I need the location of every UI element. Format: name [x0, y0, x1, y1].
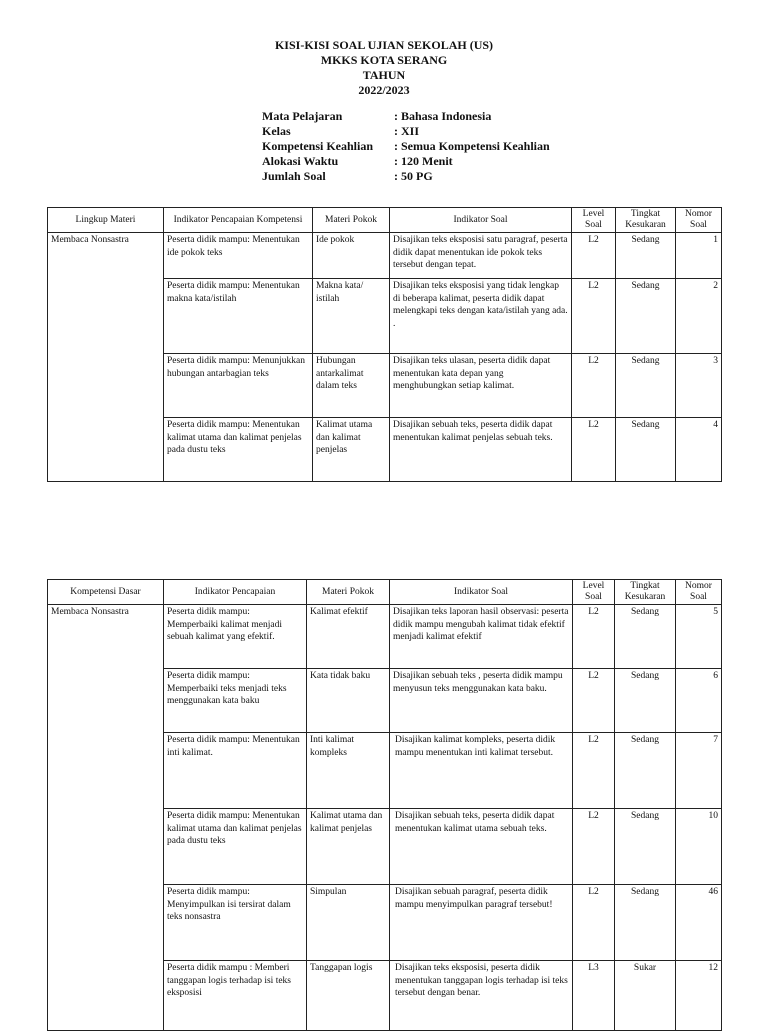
materi-cell: Tanggapan logis — [307, 961, 390, 1031]
level-cell: L2 — [572, 354, 616, 418]
materi-cell: Simpulan — [307, 885, 390, 961]
info-value: : Bahasa Indonesia — [394, 109, 492, 123]
level-cell: L3 — [573, 961, 615, 1031]
nomor-cell: 3 — [676, 354, 722, 418]
indikator-soal-cell: Disajikan sebuah teks , peserta didik mampu menyusun teks menggunakan kata baku. — [390, 669, 573, 733]
level-cell: L2 — [573, 605, 615, 669]
column-header: Level Soal — [573, 580, 615, 605]
column-header: Indikator Pencapaian — [164, 580, 307, 605]
nomor-cell: 6 — [676, 669, 722, 733]
materi-cell: Ide pokok — [313, 233, 390, 279]
tingkat-cell: Sedang — [616, 354, 676, 418]
info-row-alokasi-waktu — [262, 154, 550, 169]
info-row-mata-pelajaran — [262, 109, 550, 124]
column-header: Indikator Soal — [390, 580, 573, 605]
indikator-cell: Peserta didik mampu: Menyimpulkan isi tersirat dalam teks nonsastra — [164, 885, 307, 961]
nomor-cell: 12 — [676, 961, 722, 1031]
column-header: Indikator Soal — [390, 208, 572, 233]
column-header: Indikator Pencapaian Kompetensi — [164, 208, 313, 233]
indikator-cell: Peserta didik mampu: Memperbaiki teks menjadi teks menggunakan kata baku — [164, 669, 307, 733]
scope-cell: Membaca Nonsastra — [48, 605, 164, 1031]
level-cell: L2 — [573, 669, 615, 733]
tingkat-cell: Sedang — [615, 809, 676, 885]
indikator-soal-cell: Disajikan teks eksposisi satu paragraf, peserta didik dapat menentukan ide pokok teks tersebut dengan tepat. — [390, 233, 572, 279]
level-cell: L2 — [572, 233, 616, 279]
indikator-soal-cell: Disajikan sebuah teks, peserta didik dapat menentukan kalimat utama sebuah teks. — [390, 809, 573, 885]
tingkat-cell: Sukar — [615, 961, 676, 1031]
column-header: Kompetensi Dasar — [48, 580, 164, 605]
column-header: Lingkup Materi — [48, 208, 164, 233]
tingkat-cell: Sedang — [616, 418, 676, 482]
tingkat-cell: Sedang — [615, 733, 676, 809]
info-value: : Semua Kompetensi Keahlian — [394, 139, 550, 153]
tingkat-cell: Sedang — [616, 279, 676, 354]
nomor-cell: 4 — [676, 418, 722, 482]
spec-table-2 — [47, 579, 722, 1031]
table-row — [48, 233, 722, 279]
spec-table-1 — [47, 207, 722, 482]
document-title — [0, 38, 768, 98]
materi-cell: Kata tidak baku — [307, 669, 390, 733]
info-value: : XII — [394, 124, 420, 138]
column-header: Nomor Soal — [676, 580, 722, 605]
indikator-soal-cell: Disajikan sebuah paragraf, peserta didik mampu menyimpulkan paragraf tersebut! — [390, 885, 573, 961]
info-label: Kelas — [262, 124, 291, 138]
subject-info — [262, 109, 550, 184]
column-header: Tingkat Kesukaran — [616, 208, 676, 233]
info-label: Kompetensi Keahlian — [262, 139, 374, 153]
level-cell: L2 — [572, 418, 616, 482]
title-line-1: KISI-KISI SOAL UJIAN SEKOLAH (US) — [274, 38, 494, 52]
info-row-kompetensi-keahlian — [262, 139, 550, 154]
materi-cell: Kalimat utama dan kalimat penjelas — [313, 418, 390, 482]
column-header: Materi Pokok — [307, 580, 390, 605]
title-line-3: TAHUN — [362, 68, 406, 82]
column-header: Tingkat Kesukaran — [615, 580, 676, 605]
column-header: Materi Pokok — [313, 208, 390, 233]
materi-cell: Inti kalimat kompleks — [307, 733, 390, 809]
indikator-cell: Peserta didik mampu : Memberi tanggapan logis terhadap isi teks eksposisi — [164, 961, 307, 1031]
level-cell: L2 — [573, 809, 615, 885]
info-label: Jumlah Soal — [262, 169, 326, 183]
column-header: Nomor Soal — [676, 208, 722, 233]
indikator-cell: Peserta didik mampu: Menentukan makna kata/istilah — [164, 279, 313, 354]
level-cell: L2 — [573, 733, 615, 809]
tingkat-cell: Sedang — [616, 233, 676, 279]
indikator-cell: Peserta didik mampu: Menentukan kalimat utama dan kalimat penjelas pada dustu teks — [164, 418, 313, 482]
indikator-cell: Peserta didik mampu: Memperbaiki kalimat menjadi sebuah kalimat yang efektif. — [164, 605, 307, 669]
scope-cell: Membaca Nonsastra — [48, 233, 164, 482]
indikator-soal-cell: Disajikan kalimat kompleks, peserta didik mampu menentukan inti kalimat tersebut. — [390, 733, 573, 809]
info-row-kelas — [262, 124, 550, 139]
indikator-cell: Peserta didik mampu: Menunjukkan hubungan antarbagian teks — [164, 354, 313, 418]
nomor-cell: 46 — [676, 885, 722, 961]
indikator-soal-cell: Disajikan teks eksposisi, peserta didik menentukan tanggapan logis terhadap isi teks tersebut dengan benar. — [390, 961, 573, 1031]
nomor-cell: 5 — [676, 605, 722, 669]
indikator-cell: Peserta didik mampu: Menentukan ide pokok teks — [164, 233, 313, 279]
materi-cell: Kalimat utama dan kalimat penjelas — [307, 809, 390, 885]
indikator-cell: Peserta didik mampu: Menentukan kalimat utama dan kalimat penjelas pada dustu teks — [164, 809, 307, 885]
indikator-cell: Peserta didik mampu: Menentukan inti kalimat. — [164, 733, 307, 809]
table-header-row — [48, 208, 722, 233]
title-line-4: 2022/2023 — [358, 83, 410, 97]
column-header: Level Soal — [572, 208, 616, 233]
materi-cell: Hubungan antarkalimat dalam teks — [313, 354, 390, 418]
info-value: : 50 PG — [394, 169, 433, 183]
level-cell: L2 — [573, 885, 615, 961]
nomor-cell: 10 — [676, 809, 722, 885]
tingkat-cell: Sedang — [615, 669, 676, 733]
table-header-row — [48, 580, 722, 605]
materi-cell: Kalimat efektif — [307, 605, 390, 669]
info-label: Alokasi Waktu — [262, 154, 339, 168]
table-row — [48, 605, 722, 669]
materi-cell: Makna kata/ istilah — [313, 279, 390, 354]
tingkat-cell: Sedang — [615, 885, 676, 961]
indikator-soal-cell: Disajikan teks ulasan, peserta didik dapat menentukan kata depan yang menghubungkan setiap kalimat. — [390, 354, 572, 418]
title-line-2: MKKS KOTA SERANG — [320, 53, 448, 67]
nomor-cell: 2 — [676, 279, 722, 354]
info-row-jumlah-soal — [262, 169, 550, 184]
indikator-soal-cell: Disajikan sebuah teks, peserta didik dapat menentukan kalimat penjelas sebuah teks. — [390, 418, 572, 482]
indikator-soal-cell: Disajikan teks eksposisi yang tidak lengkap di beberapa kalimat, peserta didik dapat melengkapi teks dengan kata/istilah yang ada. . — [390, 279, 572, 354]
info-label: Mata Pelajaran — [262, 109, 343, 123]
level-cell: L2 — [572, 279, 616, 354]
indikator-soal-cell: Disajikan teks laporan hasil observasi: peserta didik mampu mengubah kalimat tidak efektif menjadi kalimat efektif — [390, 605, 573, 669]
info-value: : 120 Menit — [394, 154, 453, 168]
tingkat-cell: Sedang — [615, 605, 676, 669]
nomor-cell: 7 — [676, 733, 722, 809]
nomor-cell: 1 — [676, 233, 722, 279]
